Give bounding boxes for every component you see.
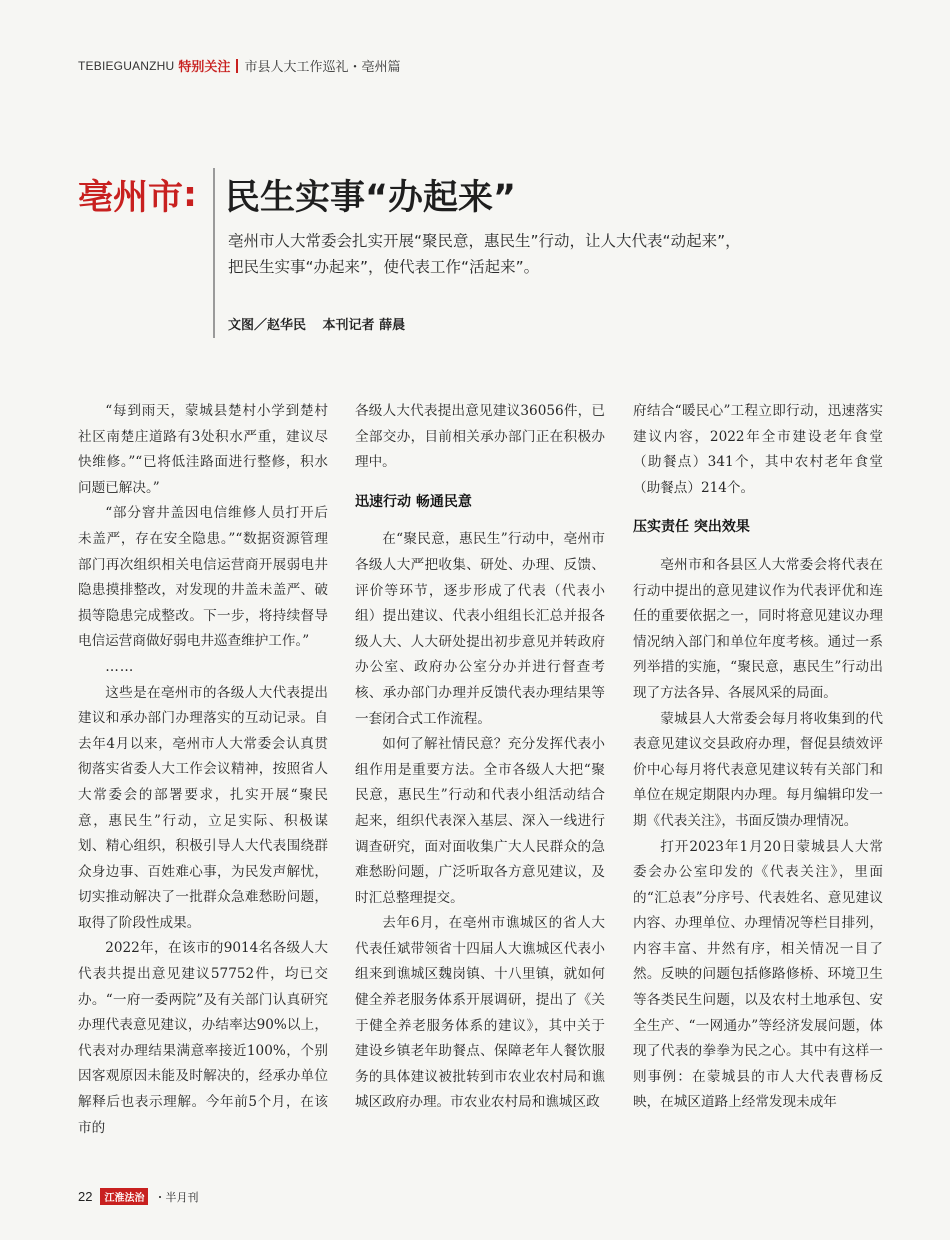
title-colon: : — [183, 175, 198, 215]
paragraph: 打开2023年1月20日蒙城县人大常委会办公室印发的《代表关注》，里面的“汇总表”分序号、代表姓名、意见建议内容、办理单位、办理情况等栏目排列，内容丰富、井然有序，相关情况一目了然。反映的问题包括修路修桥、环境卫生等各类民生问题，以及农村土地承包、安全生产、“一网通办”等经济发展问题，体现了代表的拳拳为民之心。其中有这样一则事例：在蒙城县的市人大代表曹杨反映，在城区道路上经常发现未成年 — [633, 838, 883, 1111]
paragraph: 2022年，在该市的9014名各级人大代表共提出意见建议57752件，均已交办。“一府一委两院”及有关部门认真研究办理代表意见建议，办结率达90%以上，代表对办理结果满意率接近100%，个别因客观原因未能及时解决的，经承办单位解释后也表示理解。今年前5个月，在该市的 — [78, 940, 328, 1136]
paragraph: 各级人大代表提出意见建议36056件，已全部交办，目前相关承办部门正在积极办理中。 — [355, 403, 605, 471]
paragraph: 去年6月，在亳州市谯城区的省人大代表任斌带领省十四届人大谯城区代表小组来到谯城区魏岗镇、十八里镇，就如何健全养老服务体系开展调研，提出了《关于健全养老服务体系的建议》，其中关于建设乡镇老年助餐点、保障老年人餐饮服务的具体建议被批转到市农业农村局和谯城区政府办理。市农业农村局和谯城区政 — [355, 915, 605, 1111]
lead-paragraph — [228, 228, 838, 280]
paragraph: 蒙城县人大常委会每月将收集到的代表意见建议交县政府办理，督促县绩效评价中心每月将代表意见建议转有关部门和单位在规定期限内办理。每月编辑印发一期《代表关注》，书面反馈办理情况。 — [633, 710, 883, 829]
paragraph: “部分窨井盖因电信维修人员打开后未盖严，存在安全隐患。”“数据资源管理部门再次组织相关电信运营商开展弱电井隐患摸排整改，对发现的井盖未盖严、破损等隐患完成整改。下一步，将持续督导电信运营商做好弱电井巡查维护工作。” — [78, 505, 328, 650]
paragraph: 这些是在亳州市的各级人大代表提出建议和承办部门办理落实的互动记录。自去年4月以来，亳州市人大常委会认真贯彻落实省委人大工作会议精神，按照省人大常委会的部署要求，扎实开展“聚民意，惠民生”行动，立足实际、积极谋划、精心组织，积极引导人大代表围绕群众身边事、百姓难心事，为民发声解忧，切实推动解决了一批群众急难愁盼问题，取得了阶段性成果。 — [78, 684, 328, 931]
page-number: 22 — [78, 1189, 93, 1204]
magazine-logo: 江淮法治 — [100, 1188, 148, 1205]
column-2 — [355, 399, 605, 1116]
title-main: 民生实事“办起来” — [225, 178, 517, 218]
header-series: 市县人大工作巡礼・亳州篇 — [244, 59, 401, 74]
section-heading: 迅速行动 畅通民意 — [355, 493, 472, 510]
byline — [228, 314, 405, 333]
paragraph: “每到雨天，蒙城县楚村小学到楚村社区南楚庄道路有3处积水严重，建议尽快维修。”“已将低洼路面进行整修，积水问题已解决。” — [78, 403, 328, 496]
paragraph: 如何了解社情民意？充分发挥代表小组作用是重要方法。全市各级人大把“聚民意，惠民生”行动和代表小组活动结合起来，组织代表深入基层、深入一线进行调查研究，面对面收集广大人民群众的急难愁盼问题，广泛听取各方意见建议，及时汇总整理提交。 — [355, 736, 605, 906]
header-divider — [236, 59, 238, 73]
title-city: 亳州市 — [78, 178, 184, 218]
lead-line: 亳州市人大常委会扎实开展“聚民意，惠民生”行动，让人大代表“动起来”， — [228, 232, 741, 250]
byline-author: 文图／赵华民 — [228, 318, 307, 333]
byline-reporter: 本刊记者 薛晨 — [322, 318, 406, 333]
header-section: 特别关注 — [178, 59, 231, 74]
paragraph: 在“聚民意，惠民生”行动中，亳州市各级人大严把收集、研处、办理、反馈、评价等环节，逐步形成了代表（代表小组）提出建议、代表小组组长汇总并报各级人大、人大研处提出初步意见并转政府办公室、政府办公室分办并进行督查考核、承办部门办理并反馈代表办理结果等一套闭合式工作流程。 — [355, 531, 605, 727]
title-divider — [213, 168, 215, 338]
page-footer — [78, 1188, 198, 1205]
column-1 — [78, 399, 328, 1141]
running-header — [78, 56, 400, 75]
magazine-frequency: ・半月刊 — [154, 1191, 199, 1204]
article-title — [78, 170, 516, 220]
paragraph: 府结合“暖民心”工程立即行动，迅速落实建议内容，2022年全市建设老年食堂（助餐点）341个，其中农村老年食堂（助餐点）214个。 — [633, 403, 883, 496]
column-3 — [633, 399, 883, 1116]
lead-line: 把民生实事“办起来”，使代表工作“活起来”。 — [228, 258, 540, 276]
paragraph: 亳州市和各县区人大常委会将代表在行动中提出的意见建议作为代表评优和连任的重要依据之一，同时将意见建议办理情况纳入部门和单位年度考核。通过一系列举措的实施，“聚民意，惠民生”行动出现了方法各异、各展风采的局面。 — [633, 556, 883, 701]
ellipsis: …… — [105, 658, 135, 675]
header-pinyin: TEBIEGUANZHU — [78, 58, 175, 73]
section-heading: 压实责任 突出效果 — [633, 519, 750, 536]
